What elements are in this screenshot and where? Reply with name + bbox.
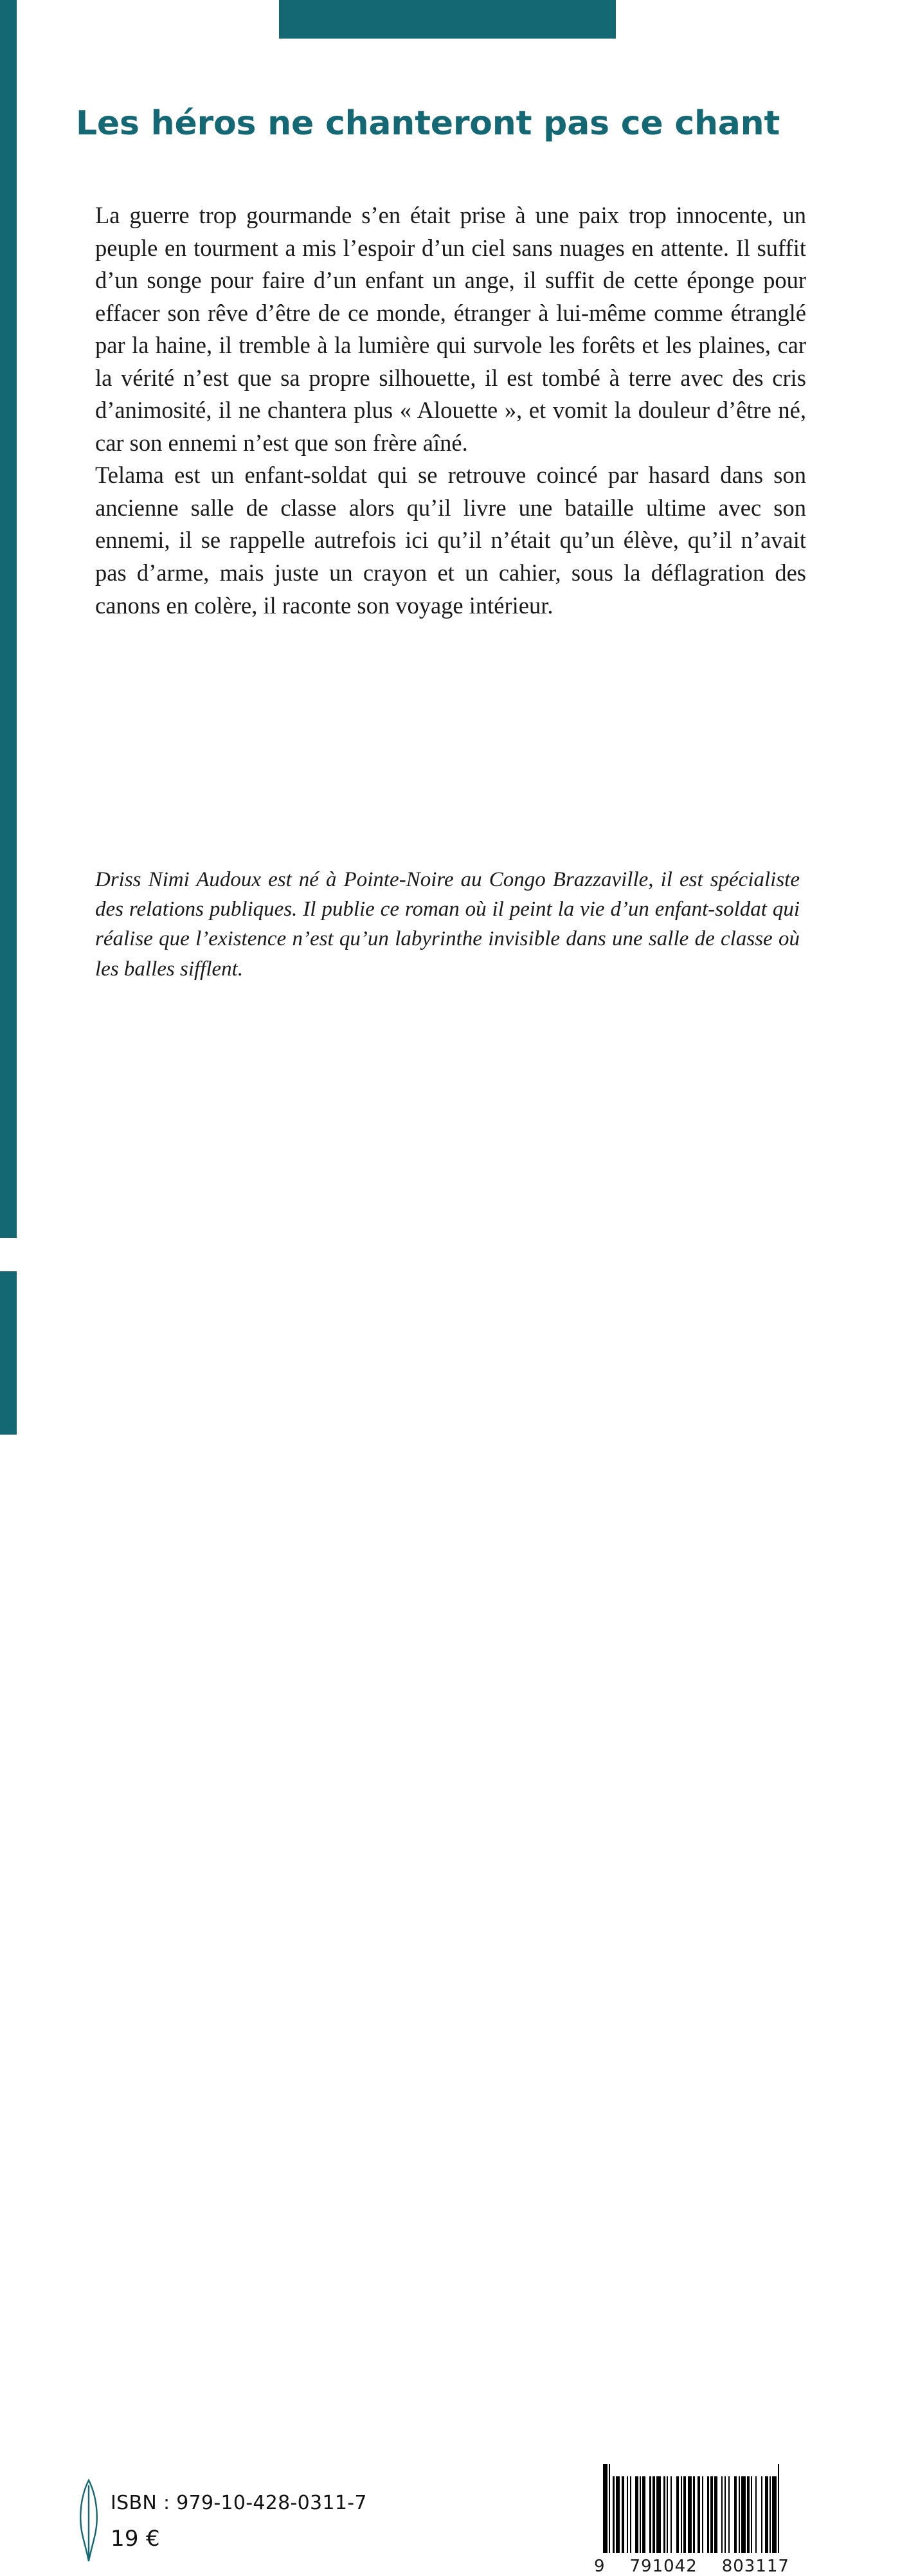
author-biography	[95, 865, 800, 984]
left-accent-rule	[0, 0, 17, 1435]
barcode	[594, 2464, 789, 2576]
top-accent-bar	[279, 0, 616, 39]
barcode-digits-left: 791042	[629, 2557, 698, 2576]
quill-icon	[76, 2479, 102, 2562]
page-title: Les héros ne chanteront pas ce chant	[76, 104, 780, 143]
blurb-paragraph-1: La guerre trop gourmande s’en était prise à une paix trop innocente, un peuple en tourment a mis l’espoir d’un ciel sans nuages en attente. Il suffit d’un songe pour faire d’un enfant un ange, il suffit de cette éponge pour effacer son rêve d’être de ce monde, étranger à lui-même comme étranglé par la haine, il tremble à la lumière qui survole les forêts et les plaines, car la vérité n’est que sa propre silhouette, il est tombé à terre avec des cris d’animosité, il ne chantera plus « Alouette », et vomit la douleur d’être né, car son ennemi n’est que son frère aîné.	[95, 202, 806, 456]
footer	[0, 1235, 900, 2576]
barcode-digits-right: 803117	[721, 2557, 789, 2576]
blurb-paragraph-2: Telama est un enfant-soldat qui se retrouve coincé par hasard dans son ancienne salle de classe alors qu’il livre une bataille ultime avec son ennemi, il se rappelle autrefois ici qu’il n’était qu’un élève, qu’il n’avait pas d’arme, mais juste un crayon et un cahier, sous la déflagration des canons en colère, il raconte son voyage intérieur.	[95, 462, 806, 619]
author-biography-text: Driss Nimi Audoux est né à Pointe-Noire au Congo Brazzaville, il est spécialiste des relations publiques. Il publie ce roman où il peint la vie d’un enfant-soldat qui réalise que l’existence n’est qu’un labyrinthe invisible dans une salle de classe où les balles sifflent.	[95, 868, 800, 981]
barcode-digit-lead: 9	[594, 2557, 606, 2576]
price-text: 19 €	[111, 2526, 160, 2552]
barcode-digits	[594, 2557, 789, 2576]
isbn-block	[111, 2492, 367, 2552]
blurb-text	[95, 199, 806, 622]
barcode-bars	[603, 2464, 789, 2553]
isbn-text: ISBN : 979-10-428-0311-7	[111, 2492, 367, 2514]
